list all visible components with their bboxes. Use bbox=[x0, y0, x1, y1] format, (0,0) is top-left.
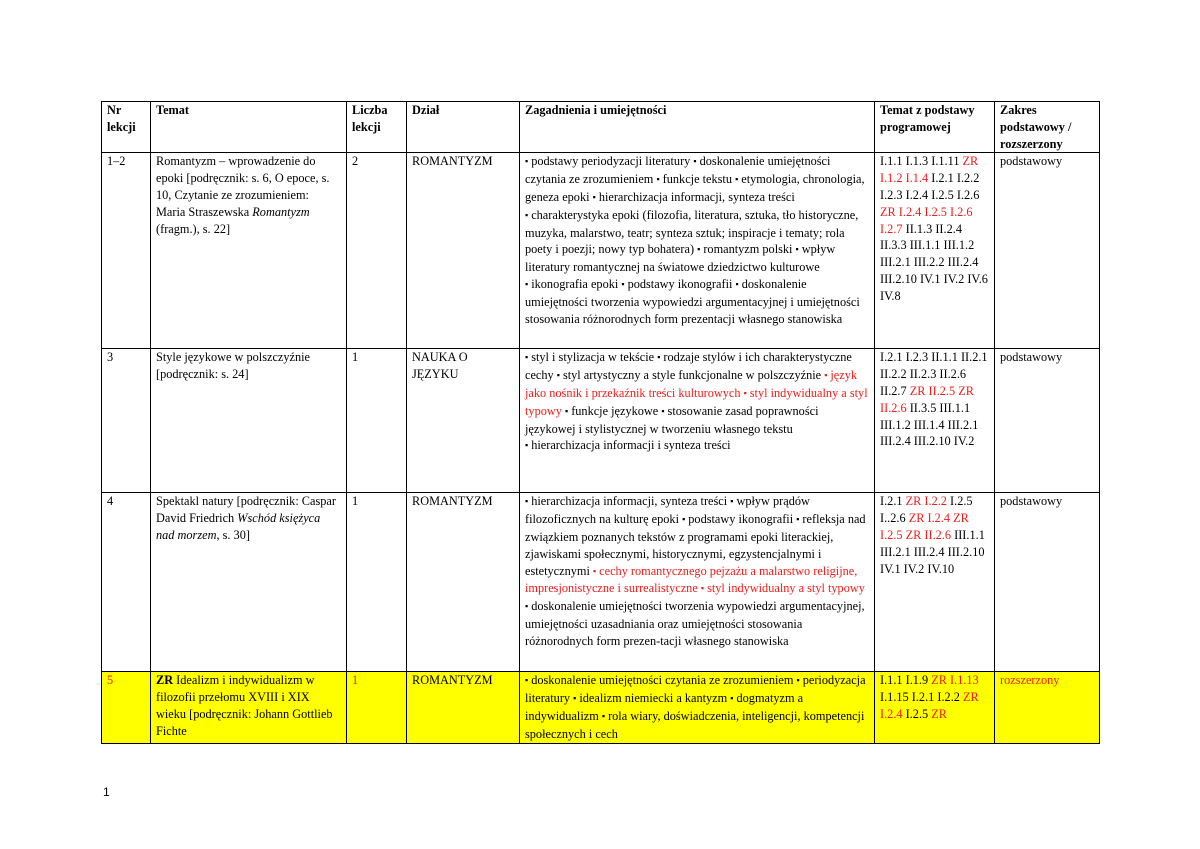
cell-liczba: 1 bbox=[347, 493, 407, 672]
list-item: periodyzacja literatury bbox=[525, 673, 866, 706]
cell-podstawa bbox=[875, 153, 995, 349]
text-run: Romantyzm bbox=[252, 204, 310, 219]
bullet-icon: ▪ bbox=[564, 405, 569, 416]
header-zagadnienia: Zagadnienia i umiejętności bbox=[520, 102, 875, 153]
list-item: hierarchizacja informacji i synteza treści bbox=[531, 438, 731, 453]
text-run: I.1.1 I.1.3 I.1.11 bbox=[880, 154, 963, 169]
text-run: II.3.5 III.1.1 III.1.2 III.1.4 III.2.1 III.2.4 III.2.10 IV.2 bbox=[880, 400, 979, 449]
text-run: ZR I.1.13 bbox=[931, 673, 979, 688]
cell-podstawa bbox=[875, 349, 995, 493]
bullet-icon: ▪ bbox=[796, 675, 800, 686]
list-item: podstawy ikonografii bbox=[688, 512, 794, 527]
list-item: wpływ prądów filozoficznych na kulturę epoki bbox=[525, 494, 810, 527]
list-item: styl indywidualny a styl typowy bbox=[707, 581, 865, 596]
bullet-icon: ▪ bbox=[525, 278, 529, 289]
text-run: Wschód księżyca nad morzem bbox=[156, 511, 321, 542]
bullet-icon: ▪ bbox=[525, 209, 529, 220]
bullet-icon: ▪ bbox=[796, 514, 800, 525]
cell-dzial: ROMANTYZM bbox=[407, 493, 520, 672]
list-item: funkcje językowe bbox=[571, 403, 659, 418]
cell-dzial: ROMANTYZM bbox=[407, 672, 520, 743]
text-run: I.2.5 bbox=[902, 706, 932, 721]
list-item: wpływ literatury romantycznej na światowe dziedzictwo kulturowe bbox=[525, 242, 836, 275]
list-item: idealizm niemiecki a kantyzm bbox=[579, 691, 728, 706]
text-run: , s. 30] bbox=[216, 527, 250, 542]
cell-podstawa bbox=[875, 493, 995, 672]
cell-temat bbox=[151, 153, 347, 349]
cell-zagadnienia bbox=[520, 349, 875, 493]
text-run: ZR I.2.4 I.2.5 I.2.6 I.2.7 bbox=[880, 204, 973, 236]
list-item: hierarchizacja informacji, synteza treści bbox=[598, 189, 795, 204]
bullet-icon: ▪ bbox=[735, 278, 739, 289]
list-item: doskonalenie umiejętności czytania ze zrozumieniem bbox=[531, 673, 794, 688]
cell-liczba: 1 bbox=[347, 349, 407, 493]
list-item: cechy romantycznego pejzażu a malarstwo religijne, impresjonistyczne i surrealistyczne bbox=[525, 563, 858, 596]
cell-nr: 3 bbox=[102, 349, 151, 493]
table-row bbox=[102, 349, 1100, 493]
table-row bbox=[102, 493, 1100, 672]
cell-dzial: ROMANTYZM bbox=[407, 153, 520, 349]
bullet-icon: ▪ bbox=[525, 156, 529, 167]
list-item: doskonalenie umiejętności czytania ze zrozumieniem bbox=[525, 154, 831, 187]
list-item: hierarchizacja informacji, synteza treści bbox=[531, 494, 728, 509]
bullet-icon: ▪ bbox=[621, 278, 625, 289]
list-item: refleksja nad związkiem poznanych tekstów z programami epoki literackiej, zjawiskami społecznymi, historycznymi, egzystencjalnymi i estetycznymi bbox=[525, 512, 866, 578]
list-item: etymologia, chronologia, geneza epoki bbox=[525, 172, 865, 204]
list-item: język jako nośnik i przekaźnik treści kulturowych bbox=[525, 368, 858, 400]
text-run: II.1.3 II.2.4 II.3.3 III.1.1 III.1.2 III.2.1 III.2.2 III.2.4 III.2.10 IV.1 IV.2 IV.6 IV.8 bbox=[880, 221, 988, 303]
bullet-icon: ▪ bbox=[573, 693, 577, 704]
cell-zakres: rozszerzony bbox=[995, 672, 1100, 743]
text-run: ZR bbox=[931, 706, 947, 721]
header-temat: Temat bbox=[151, 102, 347, 153]
bullet-icon: ▪ bbox=[824, 370, 828, 381]
text-run: ZR I.2.2 bbox=[905, 494, 947, 509]
bullet-icon: ▪ bbox=[601, 710, 606, 721]
text-run: I.2.1 I.2.2 I.2.3 I.2.4 I.2.5 I.2.6 bbox=[880, 171, 980, 202]
list-item: romantyzm polski bbox=[703, 242, 793, 257]
header-podstawa: Temat z podstawy programowej bbox=[875, 102, 995, 153]
bullet-icon: ▪ bbox=[730, 693, 734, 704]
text-run: (fragm.), s. 22] bbox=[156, 221, 231, 236]
cell-zakres: podstawowy bbox=[995, 349, 1100, 493]
cell-liczba: 2 bbox=[347, 153, 407, 349]
list-item: doskonalenie umiejętności tworzenia wypowiedzi argumentacyjnej i umiejętności stosowania różnorodnych form prezentacji własnego stanowiska bbox=[525, 276, 860, 326]
bullet-icon: ▪ bbox=[525, 675, 529, 686]
list-item: dogmatyzm a indywidualizm bbox=[525, 691, 804, 723]
cell-dzial: NAUKA O JĘZYKU bbox=[407, 349, 520, 493]
header-liczba: Liczba lekcji bbox=[347, 102, 407, 153]
text-run: Style językowe w polszczyźnie [podręcznik: s. 24] bbox=[156, 350, 310, 382]
text-run: Romantyzm – wprowadzenie do epoki [podręcznik: s. 6, O epoce, s. 10, Czytanie ze zrozumieniem: Maria Straszewska bbox=[156, 154, 330, 219]
bullet-icon: ▪ bbox=[661, 405, 665, 416]
bullet-icon: ▪ bbox=[657, 352, 661, 363]
text-run: I.2.5 I..2.6 bbox=[880, 494, 973, 526]
bullet-icon: ▪ bbox=[525, 440, 529, 451]
list-item: doskonalenie umiejętności tworzenia wypowiedzi argumentacyjnej, umiejętności uzasadniania oraz umiejętności stosowania różnorodnych form prezen-tacji własnego stanowiska bbox=[525, 599, 865, 648]
bullet-icon: ▪ bbox=[556, 370, 560, 381]
cell-temat bbox=[151, 493, 347, 672]
header-row bbox=[102, 102, 1100, 153]
text-run: ZR bbox=[156, 673, 174, 688]
text-run: Idealizm i indywidualizm w filozofii przełomu XVIII i XIX wieku [podręcznik: Johann Gottlieb Fichte bbox=[156, 673, 333, 738]
list-item: styl artystyczny a style funkcjonalne w polszczyźnie bbox=[562, 368, 822, 383]
bullet-icon: ▪ bbox=[730, 496, 734, 507]
list-item: funkcje tekstu bbox=[662, 172, 732, 187]
table-row bbox=[102, 153, 1100, 349]
text-run: I.1.1 I.1.9 bbox=[880, 673, 932, 688]
bullet-icon: ▪ bbox=[525, 352, 529, 363]
cell-nr: 1–2 bbox=[102, 153, 151, 349]
list-item: ikonografia epoki bbox=[531, 276, 619, 291]
list-item: stosowanie zasad poprawności językowej i stylistycznej w tworzeniu własnego tekstu bbox=[525, 403, 819, 436]
cell-zagadnienia bbox=[520, 493, 875, 672]
text-run: III.1.1 III.2.1 III.2.4 III.2.10 IV.1 IV.2 IV.10 bbox=[880, 527, 985, 576]
bullet-icon: ▪ bbox=[592, 191, 596, 202]
text-run: ZR II.2.5 ZR II.2.6 bbox=[880, 383, 974, 415]
bullet-icon: ▪ bbox=[697, 244, 701, 255]
cell-liczba: 1 bbox=[347, 672, 407, 743]
text-run: ZR I.2.4 bbox=[880, 690, 979, 721]
cell-zakres: podstawowy bbox=[995, 493, 1100, 672]
page-number: 1 bbox=[103, 785, 110, 799]
text-run: ZR I.2.4 ZR I.2.5 ZR II.2.6 bbox=[880, 511, 969, 542]
cell-nr: 5 bbox=[102, 672, 151, 743]
list-item: podstawy periodyzacji literatury bbox=[531, 154, 691, 169]
header-zakres: Zakres podstawowy / rozszerzony bbox=[995, 102, 1100, 153]
header-dzial: Dział bbox=[407, 102, 520, 153]
bullet-icon: ▪ bbox=[682, 514, 686, 525]
text-run: Spektakl natury [podręcznik: Caspar David Friedrich bbox=[156, 494, 336, 526]
cell-nr: 4 bbox=[102, 493, 151, 672]
list-item: podstawy ikonografii bbox=[627, 276, 733, 291]
header-nr: Nr lekcji bbox=[102, 102, 151, 153]
list-item: rola wiary, doświadczenia, inteligencji, kompetencji społecznych i cech bbox=[525, 708, 865, 741]
cell-zagadnienia bbox=[520, 672, 875, 743]
bullet-icon: ▪ bbox=[743, 387, 747, 398]
table-row-highlighted bbox=[102, 672, 1100, 743]
bullet-icon: ▪ bbox=[735, 174, 739, 185]
list-item: rodzaje stylów i ich charakterystyczne cechy bbox=[525, 350, 852, 383]
cell-zakres: podstawowy bbox=[995, 153, 1100, 349]
bullet-icon: ▪ bbox=[700, 583, 705, 594]
bullet-icon: ▪ bbox=[693, 156, 697, 167]
text-run: ZR I.1.2 I.1.4 bbox=[880, 154, 979, 186]
list-item: charakterystyka epoki (filozofia, literatura, sztuka, tło historyczne, muzyka, malarstwo, teatr; synteza sztuk; inspiracje i tematy; rola poety i poezji; nowy typ bohatera) bbox=[525, 207, 859, 257]
bullet-icon: ▪ bbox=[656, 174, 660, 185]
bullet-icon: ▪ bbox=[592, 565, 597, 576]
bullet-icon: ▪ bbox=[795, 244, 799, 255]
text-run: I.2.1 bbox=[880, 494, 906, 509]
cell-podstawa bbox=[875, 672, 995, 743]
bullet-icon: ▪ bbox=[525, 496, 529, 507]
list-item: styl indywidualny a styl typowy bbox=[525, 385, 868, 418]
text-run: I.2.1 I.2.3 II.1.1 II.2.1 II.2.2 II.2.3 II.2.6 II.2.7 bbox=[880, 350, 988, 398]
cell-temat bbox=[151, 349, 347, 493]
cell-zagadnienia bbox=[520, 153, 875, 349]
text-run: I.1.15 I.2.1 I.2.2 bbox=[880, 690, 963, 705]
lesson-plan-table bbox=[101, 101, 1100, 744]
list-item: styl i stylizacja w tekście bbox=[531, 350, 655, 365]
bullet-icon: ▪ bbox=[525, 601, 529, 612]
cell-temat bbox=[151, 672, 347, 743]
